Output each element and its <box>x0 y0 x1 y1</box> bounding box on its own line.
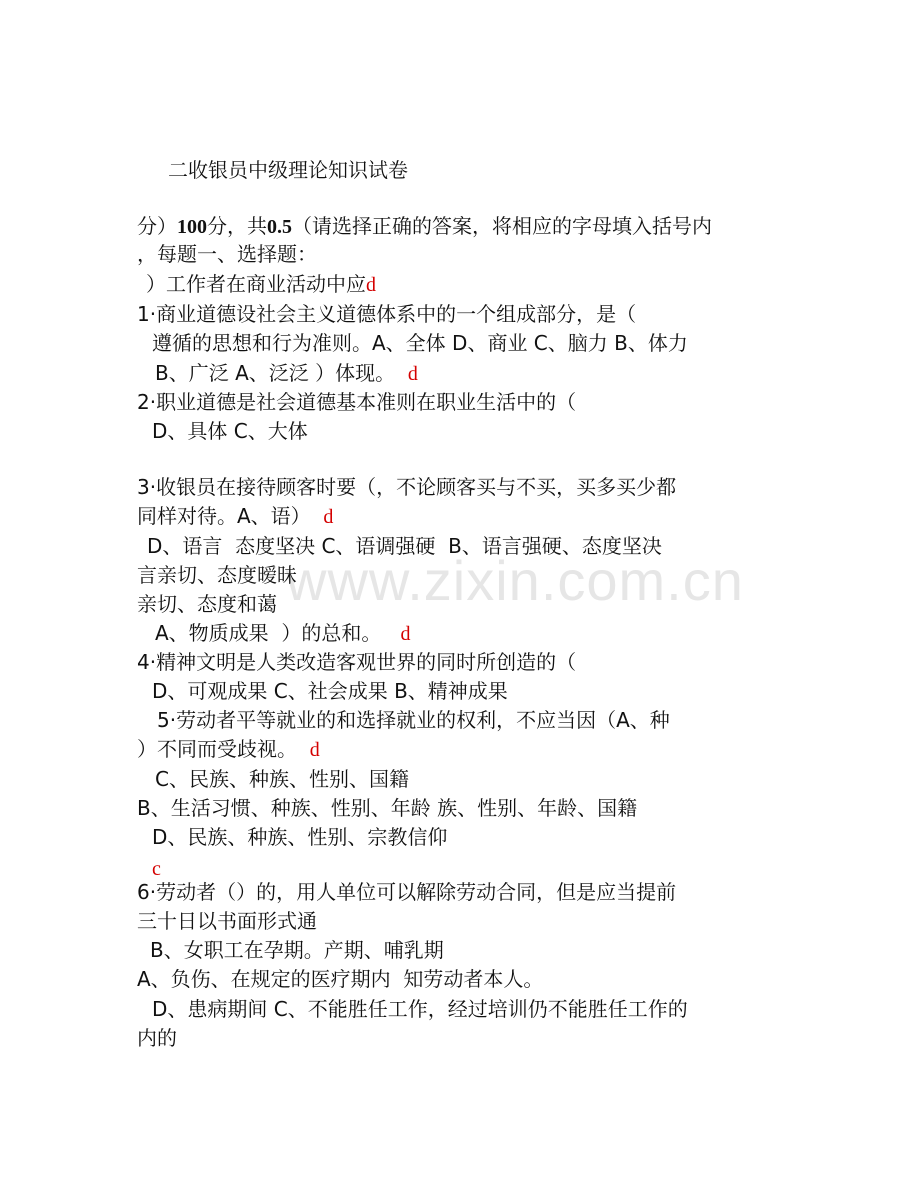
q1-line-2: 遵循的思想和行为准则。A、全体 D、商业 C、脑力 B、体力 <box>152 331 688 355</box>
q5-line-5: D、民族、种族、性别、宗教信仰 <box>152 825 448 849</box>
answer-mark: d <box>309 739 320 761</box>
intro-line-3: ）工作者在商业活动中应d <box>146 272 376 296</box>
q5-line-3: C、民族、种族、性别、国籍 <box>155 767 409 791</box>
q6-line-3: B、女职工在孕期。产期、哺乳期 <box>150 938 444 962</box>
q6-line-4: A、负伤、在规定的医疗期内 知劳动者本人。 <box>137 967 544 991</box>
q3-line-2: 同样对待。A、语） d <box>137 504 334 528</box>
answer-mark: d <box>407 363 418 385</box>
q3-line-5: 亲切、态度和蔼 <box>137 592 277 616</box>
q1-line-3: B、广泛 A、泛泛 ）体现。 d <box>155 361 418 385</box>
q6-line-2: 三十日以书面形式通 <box>137 909 317 933</box>
q6-line-1: 6·劳动者（）的，用人单位可以解除劳动合同，但是应当提前 <box>137 880 677 904</box>
q6-line-6: 内的 <box>137 1026 177 1050</box>
q5-line-2: ）不同而受歧视。 d <box>137 737 320 761</box>
q2-line-2: D、具体 C、大体 <box>152 419 308 443</box>
q3-line-1: 3·收银员在接待顾客时要（，不论顾客买与不买，买多买少都 <box>137 475 677 499</box>
answer-mark: d <box>323 506 334 528</box>
answer-mark: d <box>366 274 376 296</box>
q2-line-1: 2·职业道德是社会道德基本准则在职业生活中的（ <box>137 390 577 414</box>
q5-line-4: B、生活习惯、种族、性别、年龄 族、性别、年龄、国籍 <box>137 796 638 820</box>
q6-line-5: D、患病期间 C、不能胜任工作，经过培训仍不能胜任工作的 <box>152 997 688 1021</box>
intro-line-2: ，每题一、选择题： <box>137 242 317 266</box>
q1-line-1: 1·商业道德设社会主义道德体系中的一个组成部分，是（ <box>137 302 637 326</box>
q3-line-3: D、语言 态度坚决 C、语调强硬 B、语言强硬、态度坚决 <box>147 534 662 558</box>
q5-line-1: 5·劳动者平等就业的和选择就业的权利，不应当因（A、种 <box>157 708 670 732</box>
q3-line-4: 言亲切、态度暧昧 <box>137 563 297 587</box>
q4-line-1: 4·精神文明是人类改造客观世界的同时所创造的（ <box>137 650 577 674</box>
q4-line-2: D、可观成果 C、社会成果 B、精神成果 <box>152 679 508 703</box>
answer-mark: d <box>400 623 411 645</box>
intro-line-1: 分）100分，共0.5（请选择正确的答案，将相应的字母填入括号内 <box>137 214 712 238</box>
q3-line-6: A、物质成果 ）的总和。 d <box>155 621 411 645</box>
q5-answer <box>152 856 161 881</box>
watermark: www.zixin.com.cn <box>286 549 744 612</box>
page-title: 二收银员中级理论知识试卷 <box>168 158 408 182</box>
answer-mark: c <box>152 858 161 880</box>
